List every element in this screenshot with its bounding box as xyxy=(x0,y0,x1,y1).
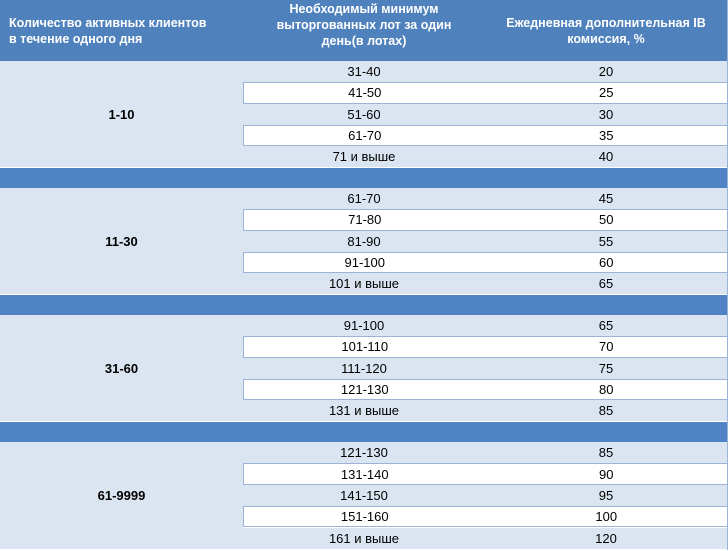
table-row xyxy=(243,188,727,209)
commission-cell: 80 xyxy=(599,382,614,398)
commission-cell: 25 xyxy=(599,85,614,101)
group-11-30 xyxy=(0,188,727,295)
header-commission xyxy=(485,0,727,61)
lots-cell: 41-50 xyxy=(348,85,382,101)
group-separator xyxy=(0,422,727,442)
commission-cell: 35 xyxy=(599,128,614,144)
table-row xyxy=(243,252,727,273)
group-label: 31-60 xyxy=(0,315,243,422)
commission-cell: 85 xyxy=(598,445,614,461)
lots-cell: 71-80 xyxy=(348,212,382,228)
group-label: 11-30 xyxy=(0,188,243,295)
commission-cell: 70 xyxy=(599,339,614,355)
header-col2-line2: выторгованных лот за один xyxy=(276,18,452,32)
header-col3-line2: комиссия, % xyxy=(567,31,645,46)
commission-cell: 90 xyxy=(599,466,614,482)
header-col2-line3: день(в лотах) xyxy=(321,34,407,48)
lots-cell: 141-150 xyxy=(340,487,388,503)
group-31-60 xyxy=(0,315,727,422)
table-row xyxy=(243,336,727,357)
commission-cell: 30 xyxy=(598,106,614,122)
header-active-clients xyxy=(0,0,243,61)
lots-cell: 101 и выше xyxy=(328,276,400,292)
commission-cell: 100 xyxy=(595,509,618,525)
header-col2-line1: Необходимый минимум xyxy=(289,2,439,16)
table-row xyxy=(243,209,727,230)
table-row xyxy=(243,506,727,527)
commission-cell: 65 xyxy=(598,318,614,334)
lots-cell: 61-70 xyxy=(348,128,382,144)
lots-cell: 151-160 xyxy=(340,509,389,525)
table-row xyxy=(243,400,727,421)
commission-cell: 55 xyxy=(598,233,614,249)
table-row xyxy=(243,125,727,146)
commission-cell: 50 xyxy=(599,212,614,228)
table-row xyxy=(243,379,727,400)
header-col3-line1: Ежедневная дополнительная IB xyxy=(506,15,706,30)
commission-cell: 75 xyxy=(598,360,614,376)
header-col1-line1: Количество активных клиентов xyxy=(9,15,207,30)
table-row xyxy=(243,61,727,82)
commission-cell: 60 xyxy=(599,255,614,271)
lots-cell: 121-130 xyxy=(340,382,389,398)
group-separator xyxy=(0,295,727,315)
commission-cell: 40 xyxy=(598,149,614,165)
lots-cell: 31-40 xyxy=(347,64,381,80)
table-row xyxy=(243,463,727,484)
table-row xyxy=(243,485,727,506)
lots-cell: 101-110 xyxy=(341,339,389,355)
lots-cell: 51-60 xyxy=(347,106,381,122)
commission-cell: 45 xyxy=(598,191,614,207)
commission-cell: 95 xyxy=(598,487,614,503)
group-1-10 xyxy=(0,61,727,168)
table-row xyxy=(243,273,727,294)
lots-cell: 61-70 xyxy=(347,191,381,207)
group-label: 1-10 xyxy=(0,61,243,168)
group-separator xyxy=(0,168,727,188)
lots-cell: 121-130 xyxy=(340,445,388,461)
lots-cell: 91-100 xyxy=(344,255,385,271)
table-row xyxy=(243,358,727,379)
commission-cell: 85 xyxy=(598,403,614,419)
group-label: 61-9999 xyxy=(0,442,243,550)
lots-cell: 71 и выше xyxy=(332,149,396,165)
table-row xyxy=(243,442,727,463)
table-row xyxy=(243,146,727,167)
header-col1-line2: в течение одного дня xyxy=(9,31,143,46)
lots-cell: 111-120 xyxy=(341,360,387,376)
table-row xyxy=(243,231,727,252)
commission-cell: 65 xyxy=(598,276,614,292)
group-61-9999 xyxy=(0,442,727,550)
commission-cell: 120 xyxy=(595,530,617,546)
table-row xyxy=(243,528,727,549)
lots-cell: 81-90 xyxy=(347,233,381,249)
lots-cell: 161 и выше xyxy=(328,530,400,546)
table-row xyxy=(243,315,727,336)
header-min-lots xyxy=(243,0,485,61)
table-row xyxy=(243,104,727,125)
lots-cell: 91-100 xyxy=(343,318,385,334)
commission-cell: 20 xyxy=(598,64,614,80)
table-row xyxy=(243,82,727,103)
lots-cell: 131 и выше xyxy=(328,403,400,419)
lots-cell: 131-140 xyxy=(340,466,389,482)
